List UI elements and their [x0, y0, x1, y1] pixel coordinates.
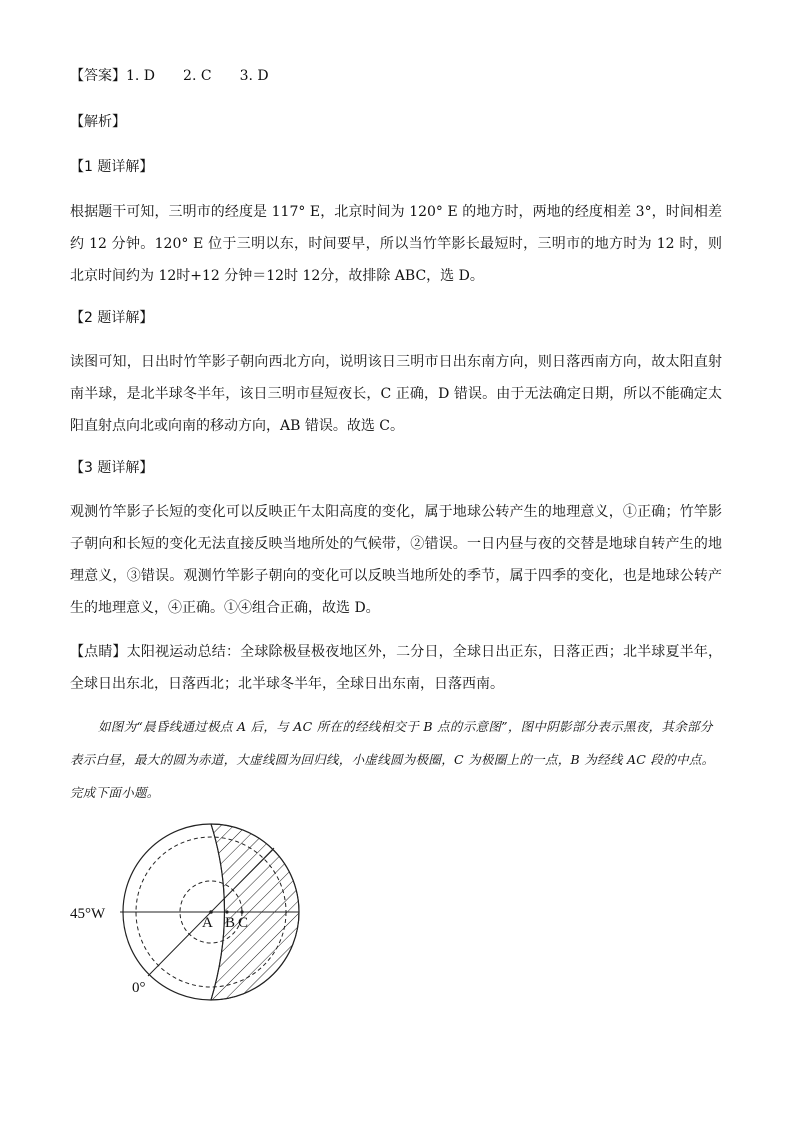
q1-text: 根据题干可知，三明市的经度是 117° E，北京时间为 120° E 的地方时，两地的经度相差 3°，时间相差约 12 分钟。120° E 位于三明以东，时间要早，所以当竹竿影长最短时，三明市的地方时为 12 时，则北京时间约为 12时+12 分钟＝12时 12分，故排除 ABC，选 D。: [70, 204, 722, 284]
polar-projection-diagram: [68, 800, 328, 1020]
point-b-dot: [225, 910, 228, 913]
question-intro: 如图为“晨昏线通过极点 A 后，与 AC 所在的经线相交于 B 点的示意图”，图中阴影部分表示黑夜，其余部分表示白昼，最大的圆为赤道，大虚线圆为回归线，小虚线圆为极圈，C 为极圈上的一点，B 为经线 AC 段的中点。完成下面小题。: [70, 719, 715, 800]
q3-title: 【3 题详解】: [70, 460, 154, 476]
answer-line: [70, 66, 269, 86]
label-45w: 45°W: [70, 906, 106, 922]
q2-text: 读图可知，日出时竹竿影子朝向西北方向，说明该日三明市日出东南方向，则日落西南方向，故太阳直射南半球，是北半球冬半年，该日三明市昼短夜长，C 正确，D 错误。由于无法确定日期，所以不能确定太阳直射点向北或向南的移动方向，AB 错误。故选 C。: [70, 354, 722, 434]
q3-text: 观测竹竿影子长短的变化可以反映正午太阳高度的变化，属于地球公转产生的地理意义，①正确；竹竿影子朝向和长短的变化无法直接反映当地所处的气候带，②错误。一日内昼与夜的交替是地球自转产生的地理意义，③错误。观测竹竿影子朝向的变化可以反映当地所处的季节，属于四季的变化，也是地球公转产生的地理意义，④正确。①④组合正确，故选 D。: [70, 504, 722, 616]
q2-title: 【2 题详解】: [70, 310, 154, 326]
answer-label: 【答案】: [70, 68, 126, 84]
label-a: A: [202, 915, 213, 931]
answer-item-1: 1. D: [126, 68, 156, 84]
q1-title: 【1 题详解】: [70, 159, 154, 175]
tip-label: 【点睛】: [70, 644, 127, 660]
tip-text: 太阳视运动总结：全球除极昼极夜地区外，二分日，全球日出正东，日落正西；北半球夏半年，全球日出东北，日落西北；北半球冬半年，全球日出东南，日落西南。: [70, 644, 723, 692]
point-a-dot: [209, 910, 213, 914]
label-c: C: [238, 915, 249, 931]
label-b: B: [225, 915, 236, 931]
analysis-title: 【解析】: [70, 114, 126, 130]
tip-paragraph: [70, 636, 722, 700]
point-c-dot: [240, 910, 243, 913]
label-0-degree: 0°: [132, 980, 146, 996]
answer-item-2: 2. C: [183, 68, 212, 84]
answer-item-3: 3. D: [239, 68, 269, 84]
